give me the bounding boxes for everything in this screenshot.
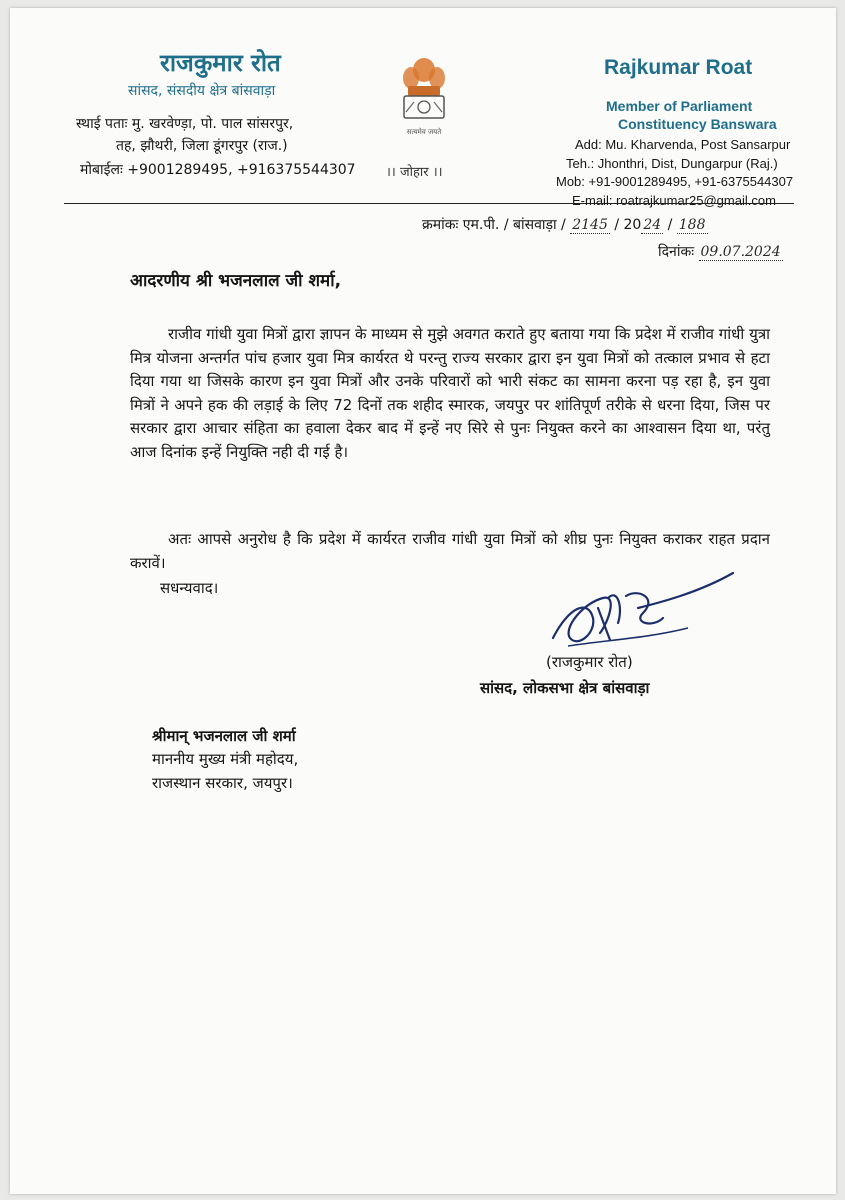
sender-title-english: Member of Parliament [606, 98, 753, 114]
date-value: 09.07.2024 [700, 244, 781, 260]
paragraph-2-text: अतः आपसे अनुरोध है कि प्रदेश में कार्यरत राजीव गांधी युवा मित्रों को शीघ्र पुनः नियुक्त कराकर राहत प्रदान करावें। [130, 530, 770, 572]
reference-date [658, 242, 783, 261]
reference-label: क्रमांकः एम.पी. / बांसवाड़ा / [422, 217, 566, 233]
sender-mobile-english: Mob: +91-9001289495, +91-6375544307 [556, 174, 794, 189]
salutation: आदरणीय श्री भजनलाल जी शर्मा, [130, 271, 342, 291]
national-emblem-icon [398, 48, 450, 148]
sender-designation-hindi: सांसद, संसदीय क्षेत्र बांसवाड़ा [128, 83, 276, 99]
paragraph-1-text: राजीव गांधी युवा मित्रों द्वारा ज्ञापन के माध्यम से मुझे अवगत कराते हुए बताया गया कि प्रदेश में राजीव गांधी युत्रा मित्र योजना अन्तर्गत पांच हजार युवा मित्र कार्यरत थे परन्तु राज्य सरकार द्वारा इन युवा मित्रों को तत्काल प्रभाव से हटा दिया गया था जिसके कारण इन युवा मित्रों और उनके परिवारों को भारी संकट का सामना करना पड़ रहा है, इन युवा मित्रों ने अपने हक की लड़ाई के लिए 72 दिनों तक शहीद स्मारक, जयपुर पर शांतिपूर्ण तरीके से धरना दिया, जिस पर सरकार द्वारा आचार संहिता का हवाला देकर बाद में इन्हें नए सिरे से पुनः नियुक्त करने का आश्वासन दिया था, परंतु आज दिनांक इन्हें नियुक्ति नही दी गई है। [130, 325, 770, 461]
reference-kramank-no: 2145 [572, 217, 608, 233]
sender-address-english: Add: Mu. Kharvenda, Post Sansarpur [575, 137, 791, 152]
reference-year-suffix: 24 [643, 217, 662, 233]
letter-page [10, 8, 836, 1194]
reference-separator: / [667, 217, 673, 233]
sender-email-english: E-mail: roatrajkumar25@gmail.com [572, 193, 776, 208]
sender-name-hindi: राजकुमार रोत [160, 49, 281, 77]
letter-paragraph-1 [130, 323, 770, 465]
reference-serial: 188 [678, 217, 706, 233]
signatory-post: सांसद, लोकसभा क्षेत्र बांसवाड़ा [480, 679, 650, 697]
reference-year-prefix: / 20 [614, 217, 642, 233]
emblem-motto: सत्यमेव जयते [406, 128, 442, 136]
sender-constituency-english: Constituency Banswara [618, 116, 777, 132]
sender-tehsil-english: Teh.: Jhonthri, Dist, Dungarpur (Raj.) [566, 156, 778, 171]
reference-number [422, 215, 708, 234]
letterhead-divider [64, 203, 794, 204]
date-label: दिनांकः [658, 244, 695, 260]
sender-mobile-hindi: मोबाईलः +9001289495, +916375544307 [80, 162, 356, 178]
signatory-name: (राजकुमार रोत) [546, 653, 633, 671]
sender-name-english: Rajkumar Roat [604, 56, 753, 79]
closing: सधन्यवाद। [160, 579, 219, 597]
handwritten-signature [548, 568, 738, 658]
sender-address-line2-hindi: तह, झौथरी, जिला डूंगरपुर (राज.) [116, 138, 288, 154]
recipient-title: माननीय मुख्य मंत्री महोदय, [152, 750, 299, 768]
recipient-office: राजस्थान सरकार, जयपुर। [152, 774, 293, 792]
sender-address-line1-hindi: स्थाई पताः मु. खरवेण्ड़ा, पो. पाल सांसरपुर, [76, 116, 294, 132]
recipient-name: श्रीमान् भजनलाल जी शर्मा [152, 727, 296, 745]
emblem-caption: ।। जोहार ।। [386, 165, 443, 180]
